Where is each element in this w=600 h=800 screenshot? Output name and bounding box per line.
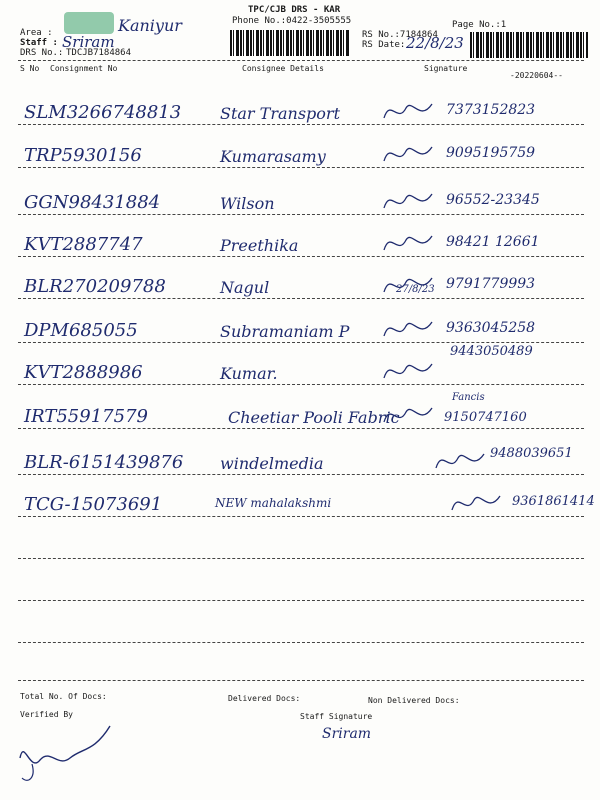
- verified-by-label: Verified By: [20, 710, 73, 719]
- rs-date-label: RS Date:: [362, 40, 406, 50]
- consignment-number: TCG-15073691: [24, 494, 163, 515]
- blank-line: [18, 600, 584, 601]
- consignee-name: NEW mahalakshmi: [215, 496, 332, 510]
- phone-number-handwritten: 96552-23345: [446, 192, 540, 208]
- phone-number-handwritten: 7373152823: [446, 102, 536, 118]
- row-divider: [18, 342, 584, 343]
- verifier-signature: [10, 718, 120, 788]
- consignee-name: windelmedia: [220, 454, 324, 473]
- phone-number-handwritten: 9791779993: [446, 276, 536, 292]
- consignment-number: TRP5930156: [24, 145, 142, 166]
- barcode-left: [230, 30, 350, 56]
- total-docs-label: Total No. Of Docs:: [20, 692, 107, 701]
- consignment-number: KVT2887747: [24, 234, 143, 255]
- recipient-signature: [380, 186, 440, 216]
- phone-number-handwritten: 9150747160: [444, 410, 527, 425]
- phone-number-handwritten: 98421 12661: [446, 234, 540, 250]
- row-divider: [18, 124, 584, 125]
- consignee-name: Kumar.: [220, 364, 278, 383]
- rs-date-value: 22/8/23: [406, 34, 464, 52]
- staff-value: Sriram: [62, 33, 115, 51]
- col-signature: Signature: [424, 64, 468, 73]
- col-date-code: -20220604--: [510, 71, 563, 80]
- consignee-name: Star Transport: [220, 104, 340, 123]
- recipient-signature: [380, 270, 440, 300]
- recipient-signature: [380, 228, 440, 258]
- phone-number: Phone No.:0422-3505555: [232, 16, 352, 26]
- rs-number: RS No.:7184864: [362, 30, 438, 40]
- consignment-number: IRT55917579: [24, 406, 148, 427]
- recipient-signature: [380, 400, 440, 430]
- staff-label: Staff :: [20, 38, 58, 48]
- row-divider: [18, 167, 584, 168]
- blank-line: [18, 558, 584, 559]
- area-stamp-mark: [64, 12, 114, 34]
- row-divider: [18, 384, 584, 385]
- consignee-name: Nagul: [220, 278, 270, 297]
- recipient-signature: [380, 96, 440, 126]
- drs-value: TDCJB7184864: [66, 48, 132, 58]
- consignment-number: GGN98431884: [24, 192, 161, 213]
- consignment-number: DPM685055: [24, 320, 138, 341]
- recipient-signature: [380, 314, 440, 344]
- phone-number-handwritten: 9443050489: [450, 344, 533, 359]
- consignee-name: Kumarasamy: [220, 147, 326, 166]
- blank-line: [18, 642, 584, 643]
- col-sno: S No: [20, 64, 40, 73]
- row-divider: [18, 298, 584, 299]
- row-note: Fancis: [452, 392, 485, 403]
- delivered-docs-label: Delivered Docs:: [228, 694, 301, 703]
- recipient-signature: [380, 356, 440, 386]
- barcode-right: [470, 32, 588, 58]
- blank-line: [18, 680, 584, 681]
- non-delivered-docs-label: Non Delivered Docs:: [368, 696, 460, 705]
- phone-number-handwritten: 9095195759: [446, 145, 536, 161]
- phone-number-handwritten: 9488039651: [490, 446, 573, 461]
- doc-title: TPC/CJB DRS - KAR: [248, 5, 341, 15]
- consignee-name: Subramaniam P: [220, 322, 350, 341]
- recipient-signature: [432, 446, 492, 476]
- row-divider: [18, 256, 584, 257]
- recipient-signature: [380, 139, 440, 169]
- phone-number-handwritten: 9363045258: [446, 320, 536, 336]
- col-consignee: Consignee Details: [242, 64, 324, 73]
- phone-number-handwritten: 9361861414: [512, 494, 595, 509]
- staff-signature-label: Staff Signature: [300, 712, 373, 721]
- row-divider: [18, 214, 584, 215]
- consignment-number: KVT2888986: [24, 362, 143, 383]
- consignment-number: BLR-6151439876: [24, 452, 184, 473]
- consignment-number: BLR270209788: [24, 276, 166, 297]
- consignee-name: Wilson: [220, 194, 275, 213]
- staff-signature-value: Sriram: [322, 726, 372, 742]
- consignee-name: Cheetiar Pooli Fabric: [228, 408, 400, 427]
- consignee-name: Preethika: [220, 236, 299, 255]
- row-note: 27/8/23: [396, 284, 435, 295]
- header-divider: [18, 60, 584, 61]
- col-consignment: Consignment No: [50, 64, 118, 73]
- area-value: Kaniyur: [118, 16, 182, 35]
- row-divider: [18, 428, 584, 429]
- area-label: Area :: [20, 28, 53, 38]
- drs-label: DRS No.:: [20, 48, 64, 58]
- row-divider: [18, 474, 584, 475]
- page-number: Page No.:1: [452, 20, 507, 30]
- consignment-number: SLM3266748813: [24, 102, 182, 123]
- recipient-signature: [448, 488, 508, 518]
